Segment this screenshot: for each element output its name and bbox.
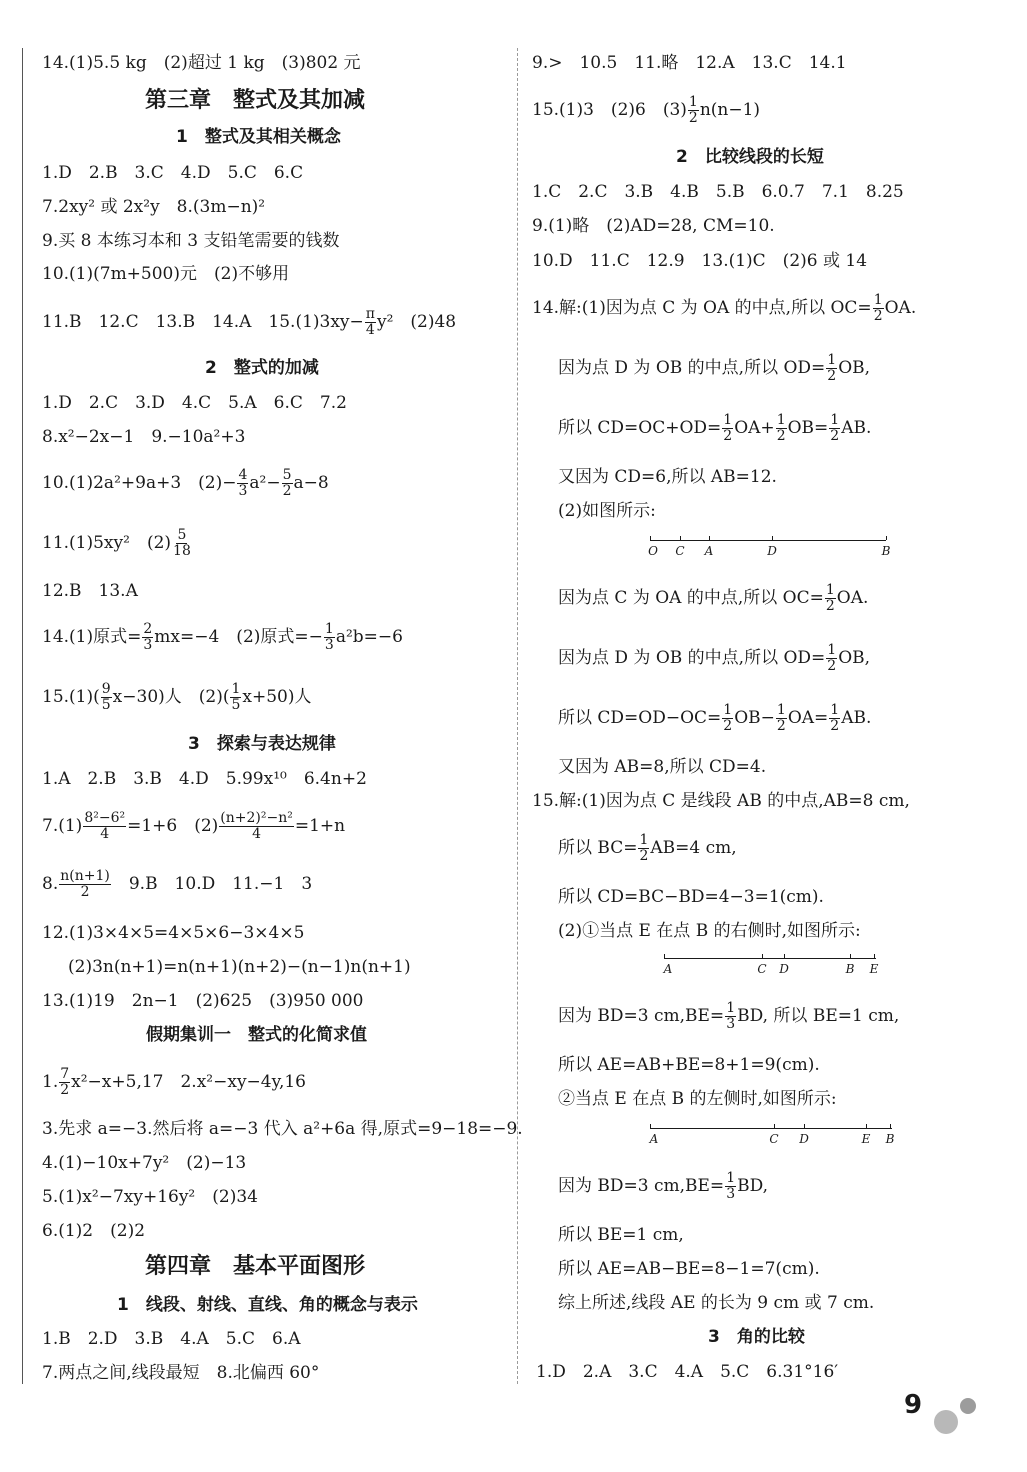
solution-line: 所以 BC= $\frac{1}{2}$ AB=4 cm, — [558, 832, 737, 864]
answer-line: 14.(1)5.5 kg (2)超过 1 kg (3)802 元 — [42, 53, 361, 73]
solution-line: 所以 CD=OC+OD= $\frac{1}{2}$ OA+ $\frac{1}{2}$ OB= $\frac{1}{2}$ AB. — [558, 412, 872, 444]
fraction: $\frac{1}{2}$ — [827, 352, 837, 384]
point-label: E — [869, 962, 879, 976]
answer-line: 11.B 12.C 13.B 14.A 15.(1)3xy− $\frac{\pi}{4}$ y² (2)48 — [42, 306, 457, 338]
solution-line: 所以 AE=AB+BE=8+1=9(cm). — [558, 1055, 820, 1075]
solution-line: 14.解:(1)因为点 C 为 OA 的中点,所以 OC= $\frac{1}{2}$ OA. — [532, 292, 917, 324]
fraction: $\frac{1}{3}$ — [324, 621, 334, 653]
section-heading: 2 整式的加减 — [205, 358, 319, 378]
solution-line: 又因为 CD=6,所以 AB=12. — [558, 467, 777, 487]
fraction: $\frac{1}{3}$ — [726, 1170, 736, 1202]
solution-line: 所以 CD=BC−BD=4−3=1(cm). — [558, 887, 824, 907]
answer-line: 4.(1)−10x+7y² (2)−13 — [42, 1153, 247, 1173]
answer-line: 1.D 2.A 3.C 4.A 5.C 6.31°16′ — [536, 1362, 839, 1382]
chapter-3-title: 第三章 整式及其加减 — [145, 88, 366, 113]
fraction: $\frac{n(n+1)}{2}$ — [60, 868, 110, 900]
solution-line: 所以 CD=OD−OC= $\frac{1}{2}$ OB− $\frac{1}{2}$ OA= $\frac{1}{2}$ AB. — [558, 702, 872, 734]
section-heading: 1 线段、射线、直线、角的概念与表示 — [117, 1295, 418, 1315]
answer-line: 10.(1)(7m+500)元 (2)不够用 — [42, 264, 290, 284]
answer-line: 9.买 8 本练习本和 3 支铅笔需要的钱数 — [42, 231, 340, 251]
fraction: $\frac{1}{2}$ — [873, 292, 883, 324]
fraction: $\frac{7}{2}$ — [60, 1066, 70, 1098]
fraction: $\frac{1}{3}$ — [726, 1000, 736, 1032]
section-heading: 2 比较线段的长短 — [676, 147, 824, 167]
fraction: $\frac{1}{2}$ — [827, 642, 837, 674]
answer-line: 15.(1)( $\frac{9}{5}$ x−30)人 (2)( $\frac{1}{5}$ x+50)人 — [42, 681, 312, 713]
solution-line: 因为点 C 为 OA 的中点,所以 OC= $\frac{1}{2}$ OA. — [558, 582, 869, 614]
answer-line: 8. $\frac{n(n+1)}{2}$ 9.B 10.D 11.−1 3 — [42, 868, 313, 900]
answer-line: 7.2xy² 或 2x²y 8.(3m−n)² — [42, 197, 266, 217]
answer-line: 11.(1)5xy² (2) $\frac{5}{18}$ — [42, 527, 191, 559]
fraction: $\frac{1}{2}$ — [830, 702, 840, 734]
fraction: $\frac{1}{2}$ — [776, 412, 786, 444]
solution-line: 综上所述,线段 AE 的长为 9 cm 或 7 cm. — [558, 1293, 875, 1313]
point-label: A — [663, 962, 673, 976]
answer-line: 14.(1)原式= $\frac{2}{3}$ mx=−4 (2)原式=− $\frac{1}{3}$ a²b=−6 — [42, 621, 403, 653]
answer-line: 12.(1)3×4×5=4×5×6−3×4×5 — [42, 923, 305, 943]
answer-line: 10.D 11.C 12.9 13.(1)C (2)6 或 14 — [532, 251, 868, 271]
answer-line: 7.(1) $\frac{\text{8²−6²}}{4}$ =1+6 (2) $\frac{\text{(n+2)²−n²}}{4}$ =1+n — [42, 810, 346, 842]
fraction: $\frac{1}{2}$ — [723, 412, 733, 444]
solution-line: 因为 BD=3 cm,BE= $\frac{1}{3}$ BD, 所以 BE=1 cm, — [558, 1000, 900, 1032]
answer-line: 3.先求 a=−3.然后将 a=−3 代入 a²+6a 得,原式=9−18=−9. — [42, 1119, 523, 1139]
point-label: B — [885, 1132, 895, 1146]
answer-line: 9.> 10.5 11.略 12.A 13.C 14.1 — [532, 53, 847, 73]
chapter-4-title: 第四章 基本平面图形 — [145, 1254, 366, 1279]
column-divider — [517, 48, 518, 1384]
point-label: C — [757, 962, 767, 976]
segment-diagram-3 — [650, 1128, 900, 1148]
answer-line: 1.B 2.D 3.B 4.A 5.C 6.A — [42, 1329, 301, 1349]
answer-line: 10.(1)2a²+9a+3 (2)− $\frac{4}{3}$ a²− $\frac{5}{2}$ a−8 — [42, 467, 329, 499]
fraction: $\frac{1}{5}$ — [231, 681, 241, 713]
solution-line: ②当点 E 在点 B 的左侧时,如图所示: — [558, 1089, 837, 1109]
answer-line: 15.(1)3 (2)6 (3) $\frac{1}{2}$ n(n−1) — [532, 94, 761, 126]
solution-line: 所以 BE=1 cm, — [558, 1225, 684, 1245]
solution-line: (2)如图所示: — [558, 501, 656, 521]
fraction: $\frac{1}{2}$ — [688, 94, 698, 126]
section-heading: 1 整式及其相关概念 — [176, 127, 341, 147]
fraction: $\frac{5}{2}$ — [282, 467, 292, 499]
section-heading: 3 角的比较 — [708, 1327, 805, 1347]
solution-line: 因为点 D 为 OB 的中点,所以 OD= $\frac{1}{2}$ OB, — [558, 352, 871, 384]
answer-line: 6.(1)2 (2)2 — [42, 1221, 146, 1241]
point-label: C — [675, 544, 685, 558]
decorative-dot — [960, 1398, 976, 1414]
point-label: A — [649, 1132, 659, 1146]
answer-line: 1. $\frac{7}{2}$ x²−x+5,17 2.x²−xy−4y,16 — [42, 1066, 306, 1098]
answer-line: 5.(1)x²−7xy+16y² (2)34 — [42, 1187, 258, 1207]
point-label: D — [799, 1132, 809, 1146]
answer-line: 13.(1)19 2n−1 (2)625 (3)950 000 — [42, 991, 364, 1011]
fraction: $\frac{1}{2}$ — [639, 832, 649, 864]
solution-line: 又因为 AB=8,所以 CD=4. — [558, 757, 767, 777]
solution-line: 因为 BD=3 cm,BE= $\frac{1}{3}$ BD, — [558, 1170, 769, 1202]
fraction: $\frac{1}{2}$ — [830, 412, 840, 444]
answer-line: 1.D 2.C 3.D 4.C 5.A 6.C 7.2 — [42, 393, 347, 413]
answer-line: (2)3n(n+1)=n(n+1)(n+2)−(n−1)n(n+1) — [68, 957, 411, 977]
point-label: A — [704, 544, 714, 558]
fraction: $\frac{1}{2}$ — [825, 582, 835, 614]
answer-line: 7.两点之间,线段最短 8.北偏西 60° — [42, 1363, 320, 1383]
decorative-dot — [934, 1410, 958, 1434]
fraction: $\frac{\text{8²−6²}}{4}$ — [84, 810, 126, 842]
fraction: $\frac{\text{(n+2)²−n²}}{4}$ — [220, 810, 293, 842]
fraction: $\frac{1}{2}$ — [723, 702, 733, 734]
fraction: $\frac{9}{5}$ — [101, 681, 111, 713]
solution-line: 15.解:(1)因为点 C 是线段 AB 的中点,AB=8 cm, — [532, 791, 910, 811]
section-heading: 3 探索与表达规律 — [188, 734, 336, 754]
answer-line: 9.(1)略 (2)AD=28, CM=10. — [532, 216, 775, 236]
page-number: 9 — [904, 1390, 923, 1420]
left-margin-rule — [22, 48, 23, 1384]
point-label: B — [845, 962, 855, 976]
point-label: D — [779, 962, 789, 976]
answer-line: 1.A 2.B 3.B 4.D 5.99x¹⁰ 6.4n+2 — [42, 769, 367, 789]
section-heading: 假期集训一 整式的化简求值 — [146, 1025, 367, 1045]
point-label: O — [648, 544, 658, 558]
segment-diagram-1 — [650, 540, 890, 560]
segment-diagram-2 — [664, 958, 884, 978]
fraction: $\frac{2}{3}$ — [143, 621, 153, 653]
answer-line: 1.C 2.C 3.B 4.B 5.B 6.0.7 7.1 8.25 — [532, 182, 904, 202]
point-label: D — [767, 544, 777, 558]
solution-line: (2)①当点 E 在点 B 的右侧时,如图所示: — [558, 921, 861, 941]
fraction: $\frac{\pi}{4}$ — [365, 306, 375, 338]
answer-line: 1.D 2.B 3.C 4.D 5.C 6.C — [42, 163, 304, 183]
fraction: $\frac{4}{3}$ — [238, 467, 248, 499]
fraction: $\frac{1}{2}$ — [776, 702, 786, 734]
fraction: $\frac{5}{18}$ — [173, 527, 191, 559]
answer-line: 8.x²−2x−1 9.−10a²+3 — [42, 427, 246, 447]
point-label: C — [769, 1132, 779, 1146]
answer-line: 12.B 13.A — [42, 581, 138, 601]
point-label: B — [881, 544, 891, 558]
solution-line: 所以 AE=AB−BE=8−1=7(cm). — [558, 1259, 820, 1279]
point-label: E — [861, 1132, 871, 1146]
solution-line: 因为点 D 为 OB 的中点,所以 OD= $\frac{1}{2}$ OB, — [558, 642, 871, 674]
